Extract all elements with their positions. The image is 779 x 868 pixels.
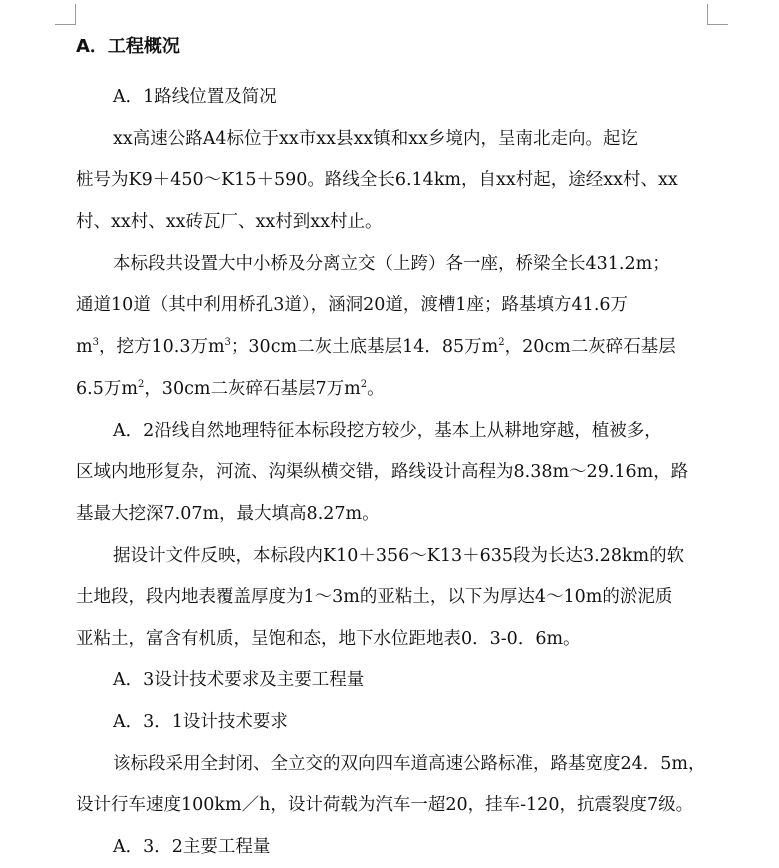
subsection-title-a1: A．1路线位置及简况 bbox=[113, 87, 277, 107]
paragraph-line: 桩号为K9＋450～K15＋590。路线全长6.14km，自xx村起，途经xx村、xx bbox=[76, 170, 678, 190]
subsection-title-a3: A．3设计技术要求及主要工程量 bbox=[113, 670, 365, 690]
margin-corner-mark-left bbox=[55, 4, 76, 25]
paragraph-line bbox=[76, 334, 676, 360]
section-heading: A．工程概况 bbox=[76, 36, 180, 57]
subsection-title-a31: A．3．1设计技术要求 bbox=[113, 712, 288, 732]
text-run: ，挖方10.3万m bbox=[98, 337, 225, 357]
paragraph-line: 本标段共设置大中小桥及分离立交（上跨）各一座，桥梁全长431.2m； bbox=[113, 254, 670, 274]
superscript: 3 bbox=[92, 337, 99, 349]
paragraph-line: 设计行车速度100km／h，设计荷载为汽车一超20，挂车-120，抗震裂度7级。 bbox=[76, 795, 694, 815]
superscript: 2 bbox=[360, 379, 368, 391]
paragraph-line: 该标段采用全封闭、全立交的双向四车道高速公路标准，路基宽度24．5m， bbox=[113, 754, 706, 774]
text-run: ；30cm二灰土底基层14．85万m bbox=[230, 337, 499, 357]
superscript: 2 bbox=[137, 379, 145, 391]
text-run: ，30cm二灰碎石基层7万m bbox=[144, 379, 361, 399]
margin-corner-mark-right bbox=[707, 4, 728, 25]
paragraph-line bbox=[76, 376, 385, 402]
paragraph-line: 据设计文件反映，本标段内K10＋356～K13＋635段为长达3.28km的软 bbox=[113, 546, 685, 566]
paragraph-line: 村、xx村、xx砖瓦厂、xx村到xx村止。 bbox=[76, 212, 383, 232]
paragraph-line: 基最大挖深7.07m，最大填高8.27m。 bbox=[76, 504, 380, 524]
text-run: 6.5万m bbox=[76, 379, 138, 399]
text-run: ，20cm二灰碎石基层 bbox=[504, 337, 676, 357]
superscript: 2 bbox=[498, 337, 505, 349]
paragraph-line: 亚粘土，富含有机质，呈饱和态，地下水位距地表0．3-0．6m。 bbox=[76, 629, 581, 649]
paragraph-line: A．2沿线自然地理特征本标段挖方较少，基本上从耕地穿越，植被多， bbox=[113, 421, 662, 441]
text-run: m bbox=[76, 337, 93, 357]
subsection-title-a32: A．3．2主要工程量 bbox=[113, 837, 271, 857]
paragraph-line: xx高速公路A4标位于xx市xx县xx镇和xx乡境内，呈南北走向。起讫 bbox=[113, 129, 638, 149]
text-run: 。 bbox=[367, 379, 385, 399]
paragraph-line: 区域内地形复杂，河流、沟渠纵横交错，路线设计高程为8.38m～29.16m，路 bbox=[76, 462, 689, 482]
paragraph-line: 土地段，段内地表覆盖厚度为1～3m的亚粘土，以下为厚达4～10m的淤泥质 bbox=[76, 587, 673, 607]
paragraph-line: 通道10道（其中利用桥孔3道），涵洞20道，渡槽1座；路基填方41.6万 bbox=[76, 295, 629, 315]
superscript: 3 bbox=[224, 337, 231, 349]
